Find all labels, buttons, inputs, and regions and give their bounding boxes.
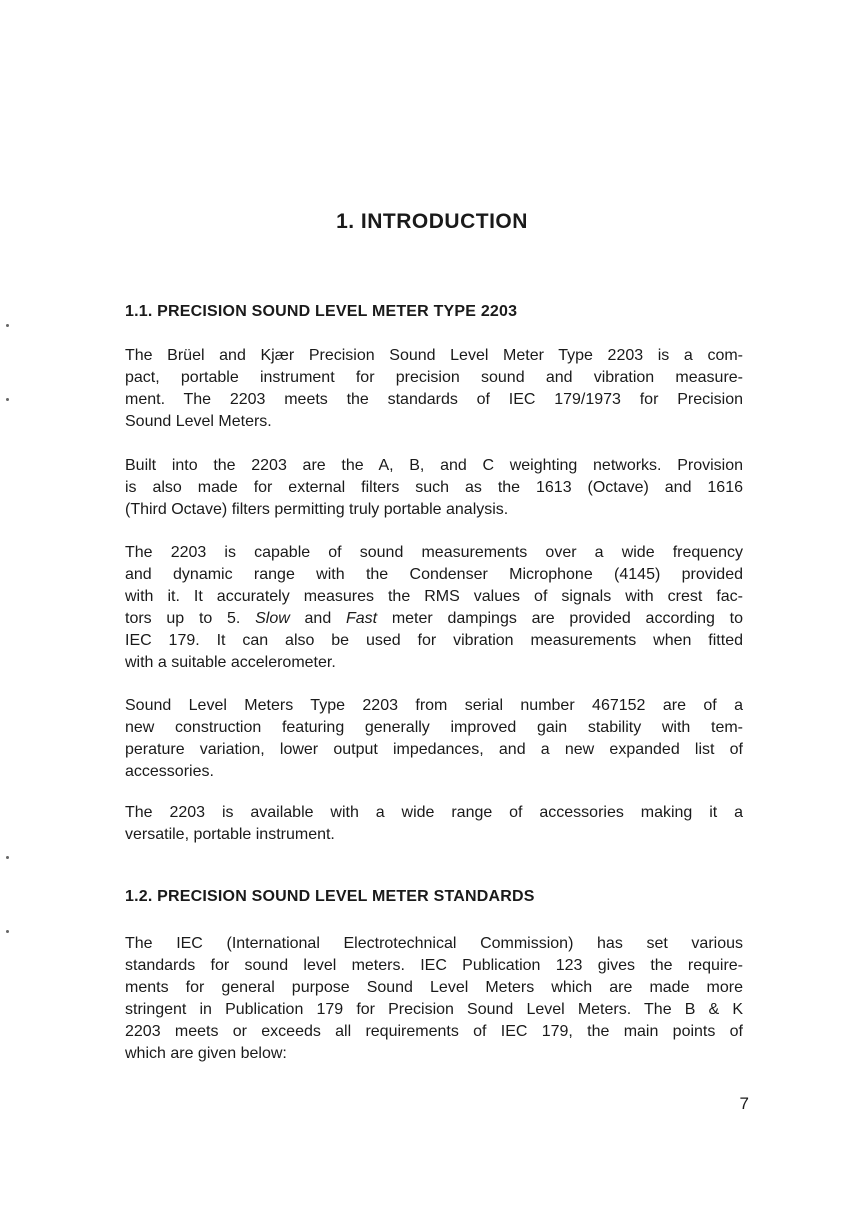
text-line: The 2203 is available with a wide range of accessories making it a xyxy=(125,804,743,821)
text-line: The IEC (International Electrotechnical Commission) has set various xyxy=(125,935,743,952)
section-heading-1-1: 1.1. PRECISION SOUND LEVEL METER TYPE 2203 xyxy=(125,303,518,320)
text-line: accessories. xyxy=(125,763,214,780)
text-line: ment. The 2203 meets the standards of IEC 179/1973 for Precision xyxy=(125,391,743,408)
text-line: and dynamic range with the Condenser Microphone (4145) provided xyxy=(125,566,743,583)
text-line: stringent in Publication 179 for Precision Sound Level Meters. The B & K xyxy=(125,1001,743,1018)
text-line: new construction featuring generally improved gain stability with tem- xyxy=(125,719,743,736)
paragraph xyxy=(125,802,743,846)
text-line: with a suitable accelerometer. xyxy=(125,654,336,671)
scan-speck xyxy=(6,398,9,401)
text-line: Sound Level Meters Type 2203 from serial number 467152 are of a xyxy=(125,697,743,714)
text-line: is also made for external filters such as the 1613 (Octave) and 1616 xyxy=(125,479,743,496)
text-line: standards for sound level meters. IEC Publication 123 gives the require- xyxy=(125,957,743,974)
text-line: ments for general purpose Sound Level Meters which are made more xyxy=(125,979,743,996)
text-line: which are given below: xyxy=(125,1045,287,1062)
text-run-italic: Fast xyxy=(345,610,378,627)
text-line: IEC 179. It can also be used for vibration measurements when fitted xyxy=(125,632,743,649)
text-line: with it. It accurately measures the RMS values of signals with crest fac- xyxy=(125,588,743,605)
paragraph xyxy=(125,933,743,1065)
text-run: meter dampings are provided according to xyxy=(377,610,744,627)
text-line: versatile, portable instrument. xyxy=(125,826,335,843)
text-line xyxy=(125,608,743,630)
text-line: pact, portable instrument for precision sound and vibration measure- xyxy=(125,369,743,386)
text-run-italic: Slow xyxy=(255,610,290,627)
text-run: and xyxy=(289,610,346,627)
text-run: tors up to 5. xyxy=(125,610,256,627)
text-line: Built into the 2203 are the A, B, and C weighting networks. Provision xyxy=(125,457,743,474)
paragraph xyxy=(125,455,743,521)
scan-speck xyxy=(6,930,9,933)
chapter-title: 1. INTRODUCTION xyxy=(336,210,528,233)
paragraph xyxy=(125,345,743,433)
scan-speck xyxy=(6,324,9,327)
paragraph xyxy=(125,542,743,674)
text-line: The 2203 is capable of sound measurements over a wide frequency xyxy=(125,544,743,561)
text-line: (Third Octave) filters permitting truly portable analysis. xyxy=(125,501,509,518)
text-line: Sound Level Meters. xyxy=(125,413,272,430)
paragraph xyxy=(125,695,743,783)
scan-speck xyxy=(6,856,9,859)
section-heading-1-2: 1.2. PRECISION SOUND LEVEL METER STANDARDS xyxy=(125,888,535,905)
text-line: 2203 meets or exceeds all requirements of IEC 179, the main points of xyxy=(125,1023,743,1040)
text-line: perature variation, lower output impedances, and a new expanded list of xyxy=(125,741,743,758)
page-number: 7 xyxy=(739,1094,749,1113)
text-line: The Brüel and Kjær Precision Sound Level Meter Type 2203 is a com- xyxy=(125,347,743,364)
